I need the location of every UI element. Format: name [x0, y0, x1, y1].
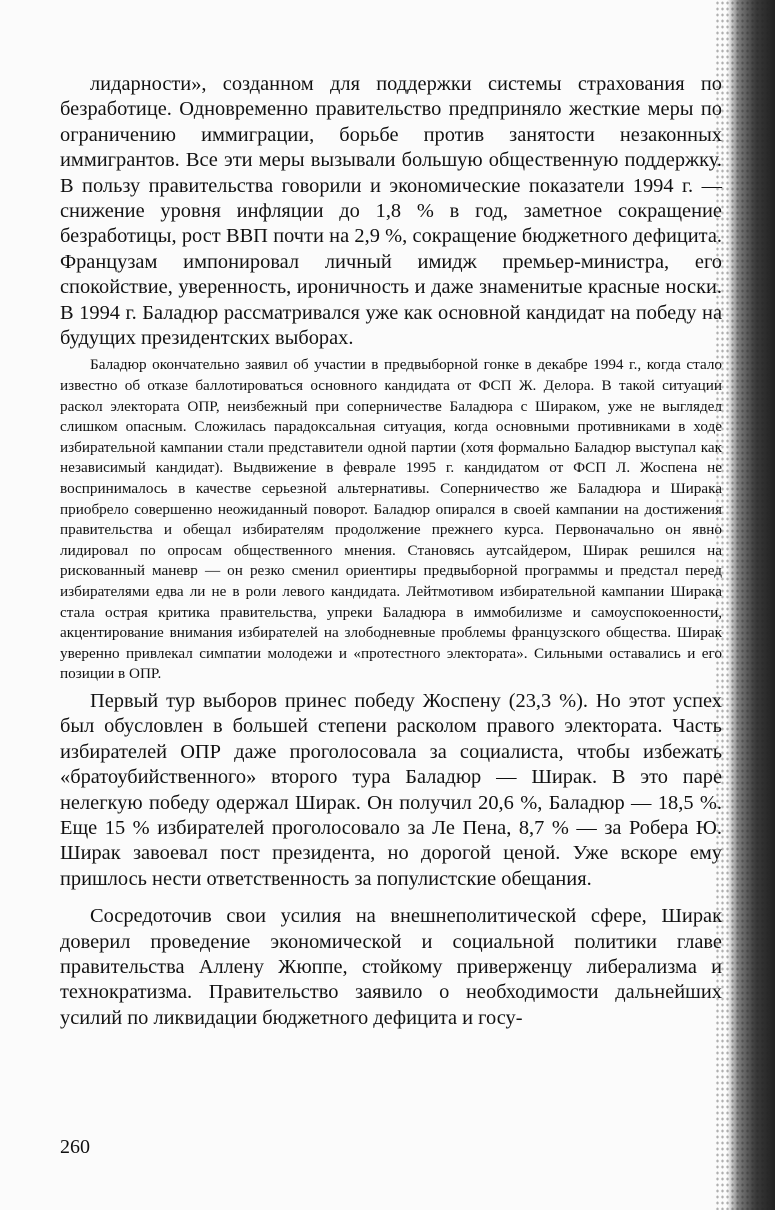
- page-number: 260: [60, 1136, 90, 1158]
- page-text-body: [60, 72, 722, 1031]
- scan-noise-edge: [715, 0, 775, 1210]
- paragraph-3: Первый тур выборов принес победу Жоспену (23,3 %). Но этот успех был обусловлен в большей степени расколом правого электората. Часть избирателей ОПР даже проголосовала за социалиста, чтобы избежать «братоубийственного» второго тура Баладюр — Ширак. В это паре нелегкую победу одержал Ширак. Он получил 20,6 %, Баладюр — 18,5 %. Еще 15 % избирателей проголосовало за Ле Пена, 8,7 % — за Робера Ю. Ширак завоевал пост президента, но дорогой ценой. Уже вскоре ему пришлось нести ответственность за популистские обещания.: [60, 689, 722, 890]
- paragraph-2-small-print: Баладюр окончательно заявил об участии в предвыборной гонке в декабре 1994 г., когда стало известно об отказе баллотироваться основного кандидата от ФСП Ж. Делора. В такой ситуации раскол электората ОПР, неизбежный при соперничестве Баладюра с Шираком, уже не выглядел слишком опасным. Сложилась парадоксальная ситуация, когда основными противниками в ходе избирательной кампании стали представители одной партии (хотя формально Баладюр выступал как независимый кандидат). Выдвижение в феврале 1995 г. кандидатом от ФСП Л. Жоспена не воспринималось в качестве серьезной альтернативы. Соперничество же Баладюра и Ширака приобрело совершенно неожиданный поворот. Баладюр опирался в своей кампании на достижения правительства и обещал избирателям продолжение прежнего курса. Первоначально он явно лидировал по опросам общественного мнения. Становясь аутсайдером, Ширак решился на рискованный маневр — он резко сменил ориентиры предвыборной программы и предстал перед избирателями едва ли не в роли левого кандидата. Лейтмотивом избирательной кампании Ширака стала острая критика правительства, упреки Баладюра в иммобилизме и самоуспокоенности, акцентирование внимания избирателей на злободневные проблемы французского общества. Ширак уверенно привлекал симпатии молодежи и «протестного электората». Сильными оставались и его позиции в ОПР.: [60, 356, 722, 683]
- paragraph-1: лидарности», созданном для поддержки системы страхования по безработице. Одновременно правительство предприняло жесткие меры по ограничению иммиграции, борьбе против занятости незаконных иммигрантов. Все эти меры вызывали большую общественную поддержку. В пользу правительства говорили и экономические показатели 1994 г. — снижение уровня инфляции до 1,8 % в год, заметное сокращение безработицы, рост ВВП почти на 2,9 %, сокращение бюджетного дефицита. Французам импонировал личный имидж премьер-министра, его спокойствие, уверенность, ироничность и даже знаменитые красные носки. В 1994 г. Баладюр рассматривался уже как основной кандидат на победу на будущих президентских выборах.: [60, 73, 722, 350]
- paragraph-4: Сосредоточив свои усилия на внешнеполитической сфере, Ширак доверил проведение экономической и социальной политики главе правительства Аллену Жюппе, стойкому приверженцу либерализма и технократизма. Правительство заявило о необходимости дальнейших усилий по ликвидации бюджетного дефицита и госу-: [60, 905, 722, 1029]
